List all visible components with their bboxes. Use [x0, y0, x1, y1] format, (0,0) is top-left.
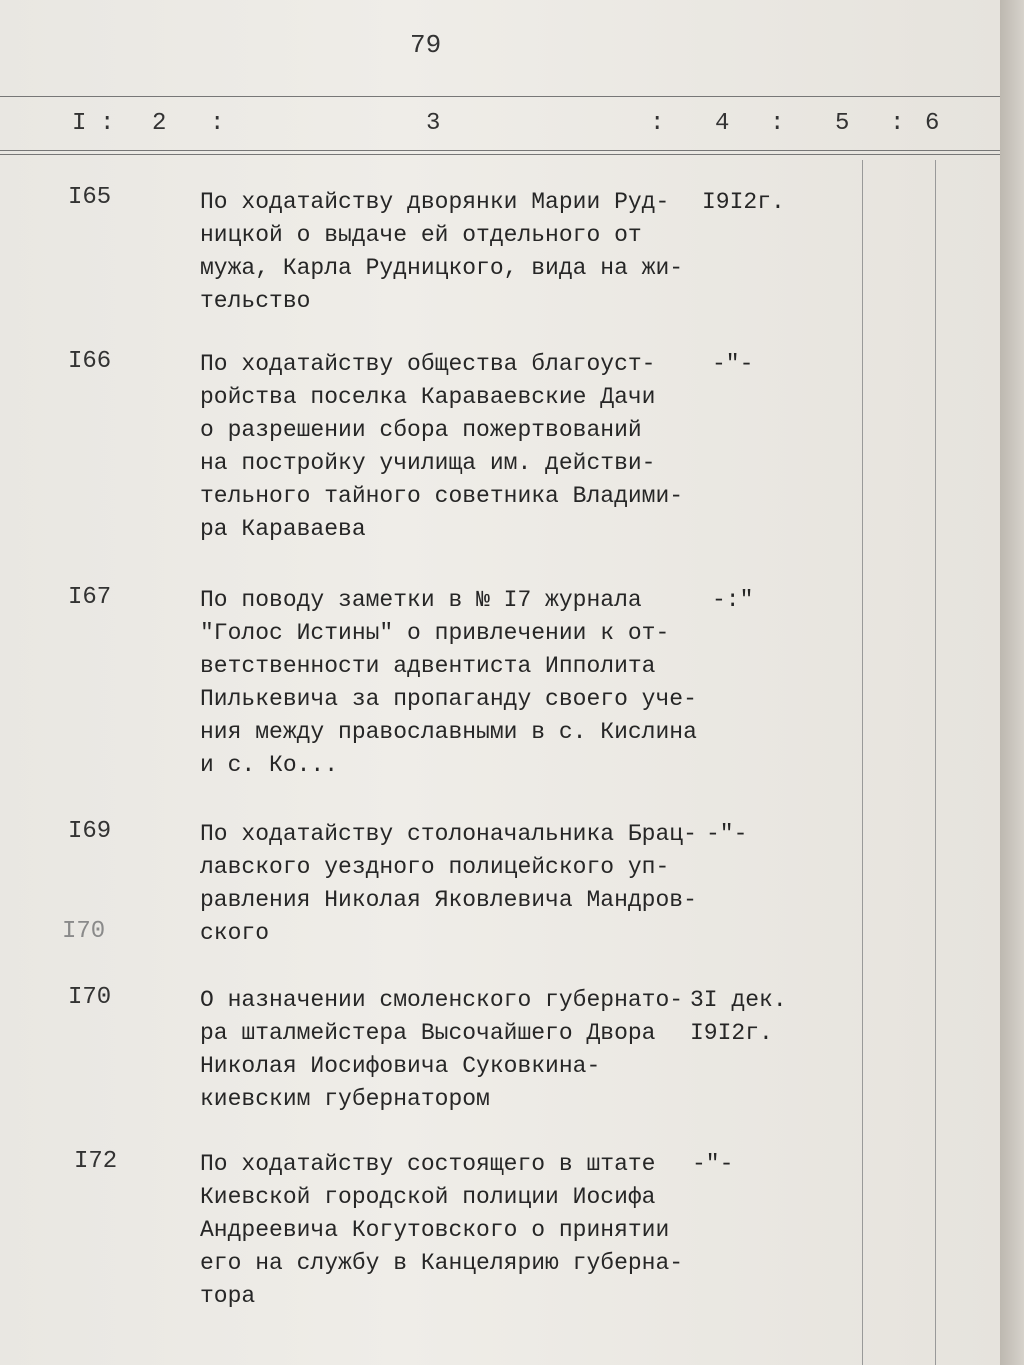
row-number: I72 — [74, 1148, 118, 1175]
page-number: 79 — [410, 30, 442, 60]
row-description: По ходатайству столоначальника Брац- лавского уездного полицейского уп- равления Николая Яковлевича Мандров- ского — [200, 821, 697, 946]
header-bottom-rule — [0, 154, 1000, 155]
row-description: По ходатайству дворянки Марии Руд- ницкой о выдаче ей отдельного от мужа, Карла Рудницкого, вида на жи- тельство — [200, 189, 684, 314]
column-divider — [935, 160, 936, 1365]
row-number: I66 — [68, 348, 112, 375]
margin-note: I70 — [62, 918, 106, 945]
table-header — [0, 110, 1000, 146]
header-separator: : — [210, 110, 225, 137]
header-separator: : — [770, 110, 785, 137]
row-date: -"- — [692, 1151, 734, 1177]
header-top-rule — [0, 96, 1000, 97]
header-separator: : — [650, 110, 665, 137]
row-number: I69 — [68, 818, 112, 845]
row-date: I9I2г. — [702, 189, 785, 215]
header-col-6: 6 — [925, 110, 940, 137]
row-description: По ходатайству состоящего в штате Киевской городской полиции Иосифа Андреевича Когутовского о принятии его на службу в Канцелярию губерна- тора — [200, 1151, 684, 1309]
row-description: О назначении смоленского губернато- ра шталмейстера Высочайшего Двора Николая Иосифовича Суковкина- киевским губернатором — [200, 987, 684, 1112]
header-col-4: 4 — [715, 110, 730, 137]
header-col-2: 2 — [152, 110, 167, 137]
header-separator: : — [890, 110, 905, 137]
header-separator: : — [100, 110, 115, 137]
header-col-5: 5 — [835, 110, 850, 137]
page-edge — [1000, 0, 1024, 1365]
row-description: По поводу заметки в № I7 журнала "Голос Истины" о привлечении к от- ветственности адвентиста Ипполита Пилькевича за пропаганду своего уче- ния между православными в с. Кислина и с. Ко... — [200, 587, 697, 778]
row-date: -"- — [706, 821, 748, 847]
row-description: По ходатайству общества благоуст- ройства поселка Караваевские Дачи о разрешении сбора пожертвований на постройку училища им. действи- тельного тайного советника Владими- ра Караваева — [200, 351, 684, 542]
row-number: I70 — [68, 984, 112, 1011]
row-date: -"- — [712, 351, 754, 377]
row-number: I65 — [68, 184, 112, 211]
row-date: -:" — [712, 587, 754, 613]
column-divider — [862, 160, 863, 1365]
row-date: 3I дек. I9I2г. — [690, 987, 787, 1046]
header-col-3: 3 — [426, 110, 441, 137]
header-col-1: I — [72, 110, 87, 137]
header-bottom-rule — [0, 150, 1000, 151]
row-number: I67 — [68, 584, 112, 611]
